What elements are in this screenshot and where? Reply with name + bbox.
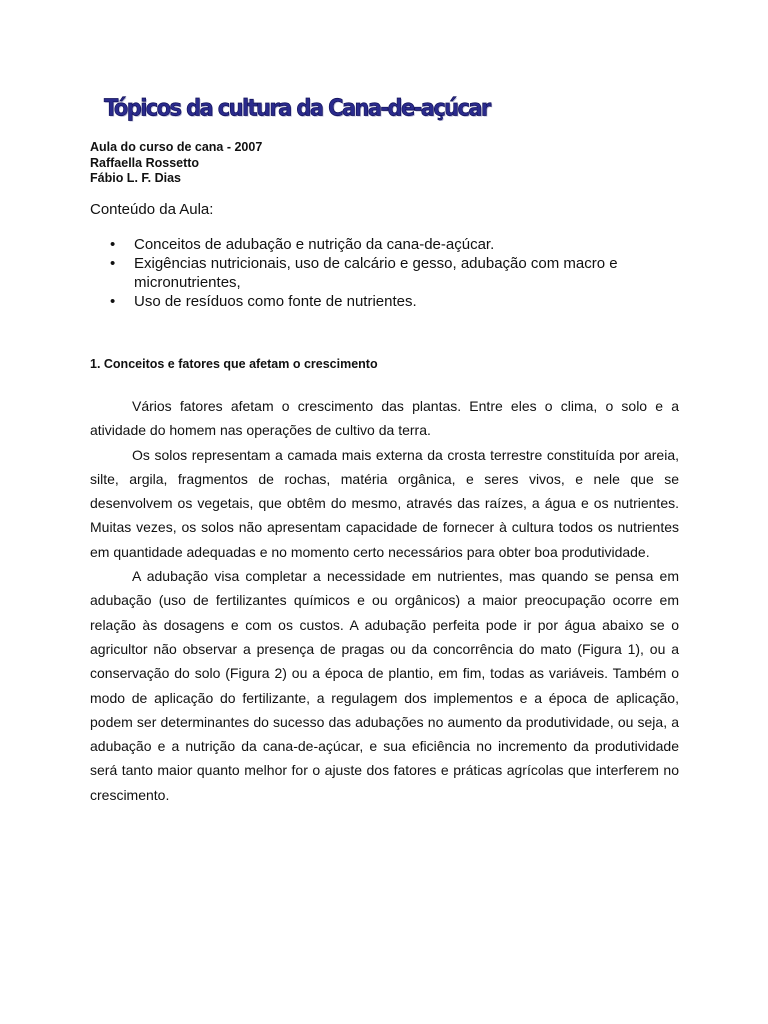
- list-item-text: Exigências nutricionais, uso de calcário e gesso, adubação com macro e micronutrientes,: [134, 255, 618, 291]
- bullet-icon: •: [110, 236, 116, 253]
- section-heading: 1. Conceitos e fatores que afetam o crescimento: [90, 357, 378, 371]
- paragraph: Os solos representam a camada mais externa da crosta terrestre constituída por areia, silte, argila, fragmentos de rochas, matéria orgânica, e seres vivos, e nele que se desenvolvem os vegetais, que obtêm do mesmo, através das raízes, a água e os nutrientes. Muitas vezes, os solos não apresentam capacidade de fornecer à cultura todos os nutrientes em quantidade adequadas e no momento certo necessários para obter boa produtividade.: [90, 446, 679, 560]
- document-title: Tópicos da cultura da Cana-de-açúcar: [104, 94, 490, 121]
- list-item: [90, 292, 650, 311]
- list-item-text: Uso de resíduos como fonte de nutrientes.: [134, 293, 417, 310]
- list-item-text: Conceitos de adubação e nutrição da cana-de-açúcar.: [134, 236, 495, 253]
- section-body: [90, 394, 679, 807]
- author-line: Raffaella Rossetto: [90, 155, 200, 170]
- bullet-icon: •: [110, 293, 116, 310]
- author-line: Fábio L. F. Dias: [90, 171, 181, 185]
- document-meta: [90, 140, 262, 187]
- contents-list: [90, 235, 650, 311]
- bullet-icon: •: [110, 255, 116, 272]
- course-line: Aula do curso de cana - 2007: [90, 140, 263, 154]
- contents-heading: Conteúdo da Aula:: [90, 201, 214, 218]
- list-item: [90, 254, 650, 292]
- paragraph: Vários fatores afetam o crescimento das plantas. Entre eles o clima, o solo e a atividade do homem nas operações de cultivo da terra.: [90, 398, 679, 439]
- paragraph: A adubação visa completar a necessidade em nutrientes, mas quando se pensa em adubação (uso de fertilizantes químicos e ou orgânicos) a maior preocupação ocorre em relação às dosagens e com os custos. A adubação perfeita pode ir por água abaixo se o agricultor não observar a presença de pragas ou da concorrência do mato (Figura 1), ou a conservação do solo (Figura 2) ou a época de plantio, em fim, todas as variáveis. Também o modo de aplicação do fertilizante, a regulagem dos implementos e a época de aplicação, podem ser determinantes do sucesso das adubações no aumento da produtividade, ou seja, a adubação e a nutrição da cana-de-açúcar, e sua eficiência no incremento da produtividade será tanto maior quanto melhor for o ajuste dos fatores e práticas agrícolas que interferem no crescimento.: [90, 568, 679, 803]
- list-item: [90, 235, 650, 254]
